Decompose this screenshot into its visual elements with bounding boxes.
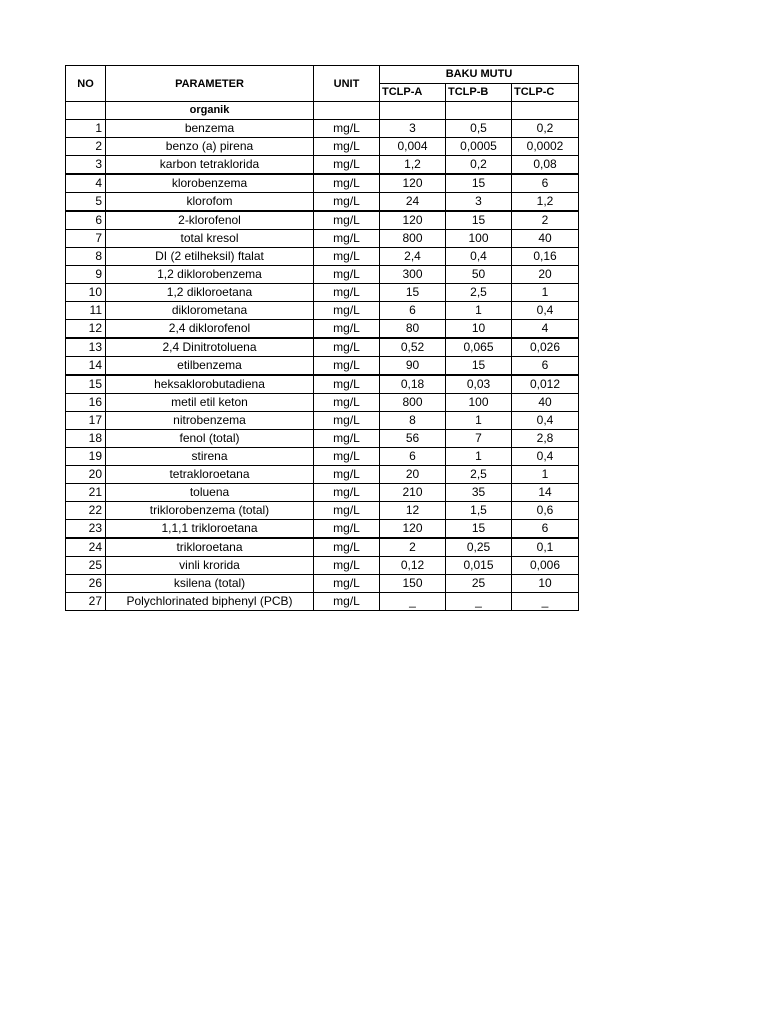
row-tclp-c: 0,2 [512,120,579,138]
row-tclp-a: 24 [380,193,446,212]
row-unit: mg/L [314,120,380,138]
table-row [66,230,579,248]
row-tclp-c: 2 [512,211,579,230]
row-tclp-c: 1 [512,284,579,302]
row-tclp-b: 0,015 [446,557,512,575]
row-tclp-c: 0,16 [512,248,579,266]
table-row [66,538,579,557]
row-unit: mg/L [314,557,380,575]
table-row [66,138,579,156]
header-unit: UNIT [314,66,380,102]
row-tclp-c: 40 [512,394,579,412]
table-row [66,193,579,212]
row-parameter: 2,4 Dinitrotoluena [106,338,314,357]
header-tclp-a: TCLP-A [380,84,446,102]
row-no: 19 [66,448,106,466]
table-row [66,412,579,430]
header-no: NO [66,66,106,102]
table-row [66,320,579,339]
row-tclp-b: 15 [446,357,512,376]
row-parameter: fenol (total) [106,430,314,448]
row-no: 7 [66,230,106,248]
table-row [66,357,579,376]
row-parameter: klorofom [106,193,314,212]
row-tclp-b: 2,5 [446,284,512,302]
row-tclp-b: 0,065 [446,338,512,357]
row-tclp-c: 0,006 [512,557,579,575]
row-unit: mg/L [314,502,380,520]
row-tclp-c: 4 [512,320,579,339]
row-parameter: 1,1,1 trikloroetana [106,520,314,539]
row-unit: mg/L [314,593,380,611]
row-unit: mg/L [314,484,380,502]
table-row [66,448,579,466]
row-parameter: etilbenzema [106,357,314,376]
group-c-cell [512,102,579,120]
row-no: 20 [66,466,106,484]
row-tclp-a: 300 [380,266,446,284]
row-tclp-c: 6 [512,520,579,539]
table-row [66,248,579,266]
row-tclp-a: 6 [380,448,446,466]
table-row [66,575,579,593]
row-tclp-b: 15 [446,520,512,539]
row-parameter: stirena [106,448,314,466]
table-row [66,375,579,394]
group-a-cell [380,102,446,120]
row-no: 18 [66,430,106,448]
row-tclp-a: 80 [380,320,446,339]
row-tclp-a: _ [380,593,446,611]
row-tclp-a: 120 [380,211,446,230]
row-unit: mg/L [314,338,380,357]
row-tclp-c: 0,4 [512,302,579,320]
row-no: 4 [66,174,106,193]
row-unit: mg/L [314,412,380,430]
row-unit: mg/L [314,430,380,448]
table-row [66,156,579,175]
row-no: 10 [66,284,106,302]
row-tclp-a: 0,004 [380,138,446,156]
row-tclp-c: 6 [512,174,579,193]
row-tclp-b: 1 [446,302,512,320]
row-tclp-b: 100 [446,230,512,248]
row-tclp-a: 800 [380,230,446,248]
row-tclp-b: 1 [446,448,512,466]
row-unit: mg/L [314,230,380,248]
row-no: 14 [66,357,106,376]
row-parameter: benzema [106,120,314,138]
row-tclp-c: 20 [512,266,579,284]
row-tclp-b: 0,0005 [446,138,512,156]
row-tclp-c: 1,2 [512,193,579,212]
row-tclp-b: 0,03 [446,375,512,394]
row-tclp-c: 0,026 [512,338,579,357]
row-parameter: 2,4 diklorofenol [106,320,314,339]
table-row [66,284,579,302]
row-tclp-b: 0,25 [446,538,512,557]
row-no: 15 [66,375,106,394]
row-no: 11 [66,302,106,320]
row-parameter: heksaklorobutadiena [106,375,314,394]
table-row [66,302,579,320]
table-row [66,557,579,575]
row-unit: mg/L [314,394,380,412]
row-parameter: triklorobenzema (total) [106,502,314,520]
table-row [66,174,579,193]
row-tclp-b: 15 [446,211,512,230]
row-no: 16 [66,394,106,412]
row-tclp-a: 120 [380,174,446,193]
row-tclp-a: 150 [380,575,446,593]
row-tclp-a: 6 [380,302,446,320]
row-tclp-a: 210 [380,484,446,502]
row-tclp-a: 90 [380,357,446,376]
row-unit: mg/L [314,538,380,557]
header-tclp-b: TCLP-B [446,84,512,102]
row-tclp-c: 0,6 [512,502,579,520]
row-parameter: 1,2 dikloroetana [106,284,314,302]
row-tclp-a: 1,2 [380,156,446,175]
row-tclp-b: 50 [446,266,512,284]
row-tclp-c: 0,4 [512,412,579,430]
row-tclp-b: 100 [446,394,512,412]
row-unit: mg/L [314,357,380,376]
table-row [66,120,579,138]
row-unit: mg/L [314,302,380,320]
row-unit: mg/L [314,575,380,593]
row-tclp-c: 0,012 [512,375,579,394]
row-parameter: tetrakloroetana [106,466,314,484]
row-tclp-c: 0,0002 [512,138,579,156]
row-parameter: total kresol [106,230,314,248]
group-label: organik [106,102,314,120]
row-tclp-a: 0,52 [380,338,446,357]
row-tclp-c: 0,4 [512,448,579,466]
row-unit: mg/L [314,520,380,539]
row-tclp-c: 2,8 [512,430,579,448]
group-no-cell [66,102,106,120]
row-tclp-a: 0,12 [380,557,446,575]
header-tclp-c: TCLP-C [512,84,579,102]
row-parameter: nitrobenzema [106,412,314,430]
row-parameter: toluena [106,484,314,502]
table-row [66,502,579,520]
row-parameter: klorobenzema [106,174,314,193]
row-tclp-c: 0,08 [512,156,579,175]
row-unit: mg/L [314,248,380,266]
row-unit: mg/L [314,320,380,339]
row-tclp-a: 56 [380,430,446,448]
row-no: 22 [66,502,106,520]
row-tclp-b: 3 [446,193,512,212]
row-unit: mg/L [314,138,380,156]
row-parameter: vinli krorida [106,557,314,575]
row-tclp-a: 800 [380,394,446,412]
row-tclp-b: _ [446,593,512,611]
row-tclp-a: 3 [380,120,446,138]
row-unit: mg/L [314,174,380,193]
row-tclp-a: 0,18 [380,375,446,394]
row-tclp-a: 120 [380,520,446,539]
row-tclp-c: 14 [512,484,579,502]
row-tclp-a: 2,4 [380,248,446,266]
row-tclp-a: 8 [380,412,446,430]
row-tclp-b: 2,5 [446,466,512,484]
table-row [66,394,579,412]
row-unit: mg/L [314,211,380,230]
row-tclp-b: 1,5 [446,502,512,520]
row-no: 26 [66,575,106,593]
row-no: 8 [66,248,106,266]
row-no: 9 [66,266,106,284]
row-parameter: trikloroetana [106,538,314,557]
row-tclp-b: 0,2 [446,156,512,175]
row-no: 21 [66,484,106,502]
row-unit: mg/L [314,193,380,212]
row-no: 13 [66,338,106,357]
table-row [66,593,579,611]
row-no: 25 [66,557,106,575]
row-parameter: karbon tetraklorida [106,156,314,175]
group-b-cell [446,102,512,120]
row-tclp-c: 1 [512,466,579,484]
row-parameter: DI (2 etilheksil) ftalat [106,248,314,266]
row-unit: mg/L [314,466,380,484]
row-tclp-c: 0,1 [512,538,579,557]
row-unit: mg/L [314,156,380,175]
row-no: 3 [66,156,106,175]
row-unit: mg/L [314,448,380,466]
row-tclp-c: 10 [512,575,579,593]
group-unit-cell [314,102,380,120]
row-no: 24 [66,538,106,557]
row-tclp-b: 0,4 [446,248,512,266]
row-parameter: Polychlorinated biphenyl (PCB) [106,593,314,611]
row-tclp-b: 35 [446,484,512,502]
row-no: 27 [66,593,106,611]
row-parameter: 1,2 diklorobenzema [106,266,314,284]
row-parameter: 2-klorofenol [106,211,314,230]
row-no: 6 [66,211,106,230]
table-row [66,211,579,230]
row-parameter: metil etil keton [106,394,314,412]
row-parameter: ksilena (total) [106,575,314,593]
row-no: 12 [66,320,106,339]
row-tclp-a: 20 [380,466,446,484]
row-no: 5 [66,193,106,212]
table-row [66,430,579,448]
row-tclp-a: 12 [380,502,446,520]
table-row [66,338,579,357]
row-tclp-b: 15 [446,174,512,193]
table-row [66,466,579,484]
row-no: 17 [66,412,106,430]
row-no: 2 [66,138,106,156]
row-tclp-c: 6 [512,357,579,376]
table-row [66,266,579,284]
header-parameter: PARAMETER [106,66,314,102]
row-unit: mg/L [314,375,380,394]
row-parameter: benzo (a) pirena [106,138,314,156]
row-tclp-b: 0,5 [446,120,512,138]
row-tclp-a: 2 [380,538,446,557]
group-row [66,102,579,120]
row-tclp-b: 7 [446,430,512,448]
table-row [66,520,579,539]
row-tclp-a: 15 [380,284,446,302]
row-tclp-c: 40 [512,230,579,248]
row-no: 1 [66,120,106,138]
table-row [66,484,579,502]
row-tclp-b: 25 [446,575,512,593]
header-baku-mutu: BAKU MUTU [380,66,579,84]
row-no: 23 [66,520,106,539]
row-unit: mg/L [314,284,380,302]
row-tclp-c: _ [512,593,579,611]
row-parameter: diklorometana [106,302,314,320]
baku-mutu-table [65,65,579,611]
row-unit: mg/L [314,266,380,284]
row-tclp-b: 1 [446,412,512,430]
header-row [66,66,579,84]
row-tclp-b: 10 [446,320,512,339]
